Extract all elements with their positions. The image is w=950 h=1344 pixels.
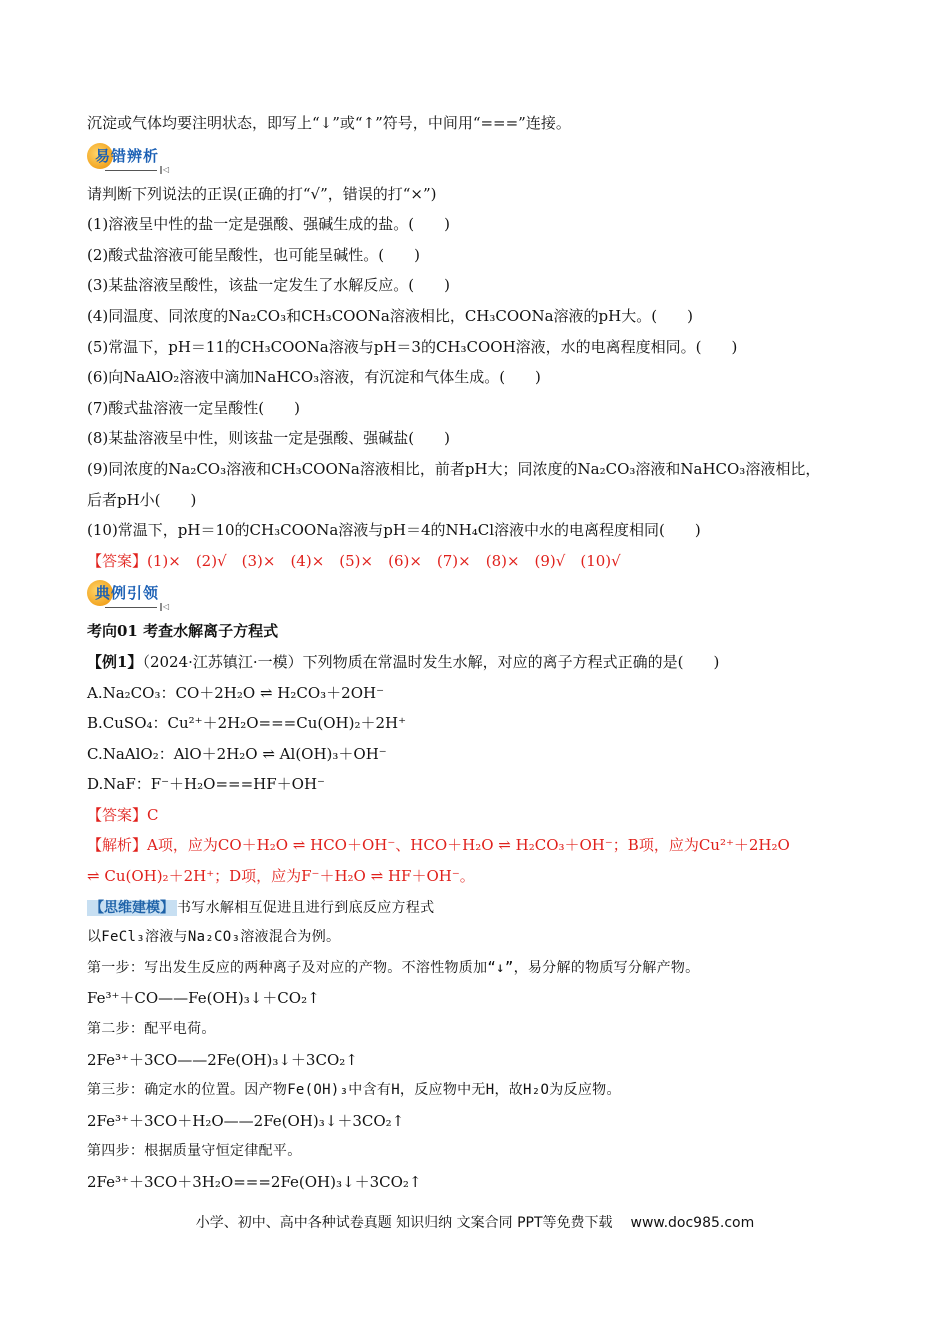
example-label: 【例1】 <box>87 652 143 671</box>
statement-1: (1)溶液呈中性的盐一定是强酸、强碱生成的盐。( ) <box>87 215 450 234</box>
page-footer <box>0 1212 950 1232</box>
equation-2: 2Fe³⁺＋3CO——2Fe(OH)₃↓＋3CO₂↑ <box>87 1050 358 1069</box>
footer-site: www.doc985.com <box>630 1215 755 1231</box>
statement-8: (8)某盐溶液呈中性，则该盐一定是强酸、强碱盐( ) <box>87 429 450 448</box>
example-answer-label: 【答案】 <box>87 805 148 824</box>
statement-5: (5)常温下，pH＝11的CH₃COONa溶液与pH＝3的CH₃COOH溶液，水的电离程度相同。( ) <box>87 337 738 356</box>
statement-6: (6)向NaAlO₂溶液中滴加NaHCO₃溶液，有沉淀和气体生成。( ) <box>87 368 541 387</box>
option-d: D.NaF：F⁻＋H₂O===HF＋OH⁻ <box>87 775 325 794</box>
analysis-text-1: A项，应为CO＋H₂O ⇌ HCO＋OH⁻、HCO＋H₂O ⇌ H₂CO₃＋OH⁻；B项，应为Cu²⁺＋2H₂O <box>147 836 790 855</box>
badge-title: 典例引领 <box>95 584 160 603</box>
example-answer <box>87 800 877 831</box>
footer-text: 小学、初中、高中各种试卷真题 知识归纳 文案合同 PPT等免费下载 <box>195 1215 613 1231</box>
example-question <box>87 647 877 678</box>
equation-1: Fe³⁺＋CO——Fe(OH)₃↓＋CO₂↑ <box>87 989 320 1008</box>
errors-answer <box>87 546 877 577</box>
badge-tick-icon: ‖◁ <box>159 164 170 174</box>
step-2: 第二步：配平电荷。 <box>87 1021 216 1038</box>
step-4: 第四步：根据质量守恒定律配平。 <box>87 1143 302 1160</box>
errors-prompt: 请判断下列说法的正误(正确的打“√”，错误的打“×”) <box>87 184 437 203</box>
thinking-text: 书写水解相互促进且进行到底反应方程式 <box>177 899 435 916</box>
document-body <box>87 108 877 1198</box>
option-c: C.NaAlO₂：AlO＋2H₂O ⇌ Al(OH)₃＋OH⁻ <box>87 744 387 763</box>
intro-line: 沉淀或气体均要注明状态，即写上“↓”或“↑”符号，中间用“===”连接。 <box>87 114 571 132</box>
statement-2: (2)酸式盐溶液可能呈酸性，也可能呈碱性。( ) <box>87 245 420 264</box>
section-badge-examples <box>87 578 877 612</box>
example-text: （2024·江苏镇江·一模）下列物质在常温时发生水解，对应的离子方程式正确的是( ) <box>142 652 720 671</box>
step-1: 第一步：写出发生反应的两种离子及对应的产物。不溶性物质加“↓”，易分解的物质写分解产物。 <box>87 959 700 976</box>
thinking-tag: 【思维建模】 <box>87 900 177 916</box>
badge-underline <box>105 607 157 608</box>
statement-9: (9)同浓度的Na₂CO₃溶液和CH₃COONa溶液相比，前者pH大；同浓度的Na₂CO₃溶液和NaHCO₃溶液相比， <box>87 459 821 478</box>
step-intro: 以FeCl₃溶液与Na₂CO₃溶液混合为例。 <box>87 929 341 946</box>
thinking-model <box>87 892 877 923</box>
statement-3: (3)某盐溶液呈酸性，该盐一定发生了水解反应。( ) <box>87 276 450 295</box>
analysis-line-2: ⇌ Cu(OH)₂＋2H⁺；D项，应为F⁻＋H₂O ⇌ HF＋OH⁻。 <box>87 867 475 886</box>
section-badge-errors <box>87 141 877 175</box>
badge-title: 易错辨析 <box>95 146 160 165</box>
analysis-label: 【解析】 <box>87 836 148 855</box>
badge-underline <box>105 170 157 171</box>
option-a: A.Na₂CO₃：CO＋2H₂O ⇌ H₂CO₃＋2OH⁻ <box>87 683 385 702</box>
statement-9-cont: 后者pH小( ) <box>87 490 197 509</box>
equation-4: 2Fe³⁺＋3CO＋3H₂O===2Fe(OH)₃↓＋3CO₂↑ <box>87 1173 422 1191</box>
option-b: B.CuSO₄：Cu²⁺＋2H₂O===Cu(OH)₂＋2H⁺ <box>87 714 406 733</box>
answer-label: 【答案】 <box>87 551 148 570</box>
statement-4: (4)同温度、同浓度的Na₂CO₃和CH₃COONa溶液相比，CH₃COONa溶液的pH大。( ) <box>87 306 693 325</box>
equation-3: 2Fe³⁺＋3CO＋H₂O——2Fe(OH)₃↓＋3CO₂↑ <box>87 1111 405 1130</box>
example-answer-value: C <box>147 805 159 824</box>
step-3: 第三步：确定水的位置。因产物Fe(OH)₃中含有H，反应物中无H，故H₂O为反应物。 <box>87 1082 621 1099</box>
analysis-line-1 <box>87 830 877 861</box>
statement-10: (10)常温下，pH＝10的CH₃COONa溶液与pH＝4的NH₄Cl溶液中水的电离程度相同( ) <box>87 521 701 540</box>
answer-text: (1)× (2)√ (3)× (4)× (5)× (6)× (7)× (8)× (9)√ (10)√ <box>147 551 621 570</box>
direction-title: 考向01 考查水解离子方程式 <box>87 622 279 641</box>
statement-7: (7)酸式盐溶液一定呈酸性( ) <box>87 398 300 417</box>
badge-tick-icon: ‖◁ <box>159 602 170 612</box>
